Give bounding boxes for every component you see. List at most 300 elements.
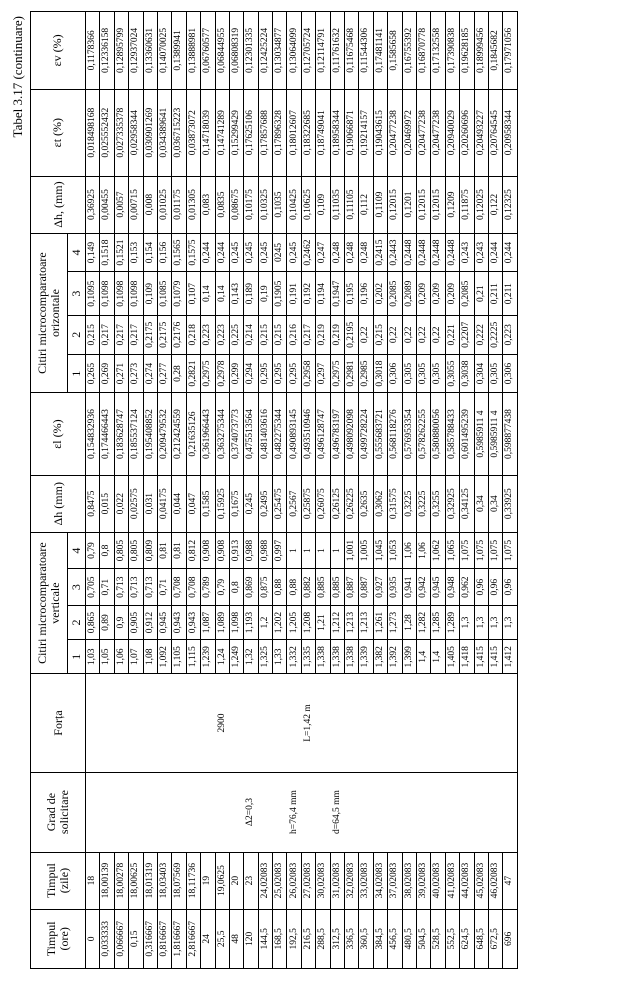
cell-time-hours: 25,5: [215, 909, 229, 968]
header-vertical-2: 2: [68, 605, 86, 639]
cell-epsilon-l: 0,580880056: [431, 393, 445, 475]
cell-horizontal-4: 0,245: [287, 233, 301, 272]
cell-epsilon-v: 0,13360631: [143, 12, 157, 90]
cell-epsilon-t: 0,20477238: [431, 89, 445, 176]
cell-time-hours: 312,5: [330, 909, 344, 968]
cell-force: [86, 674, 100, 772]
table-row: [359, 12, 373, 969]
cell-delta-h-vertical: 0,33925: [503, 475, 517, 532]
cell-vertical-2: 0,943: [186, 605, 200, 639]
cell-horizontal-2: 0,215: [86, 315, 100, 354]
cell-delta-h-horizontal: 0,0835: [215, 176, 229, 233]
cell-vertical-3: 0,875: [258, 569, 272, 606]
cell-force: [474, 674, 488, 772]
cell-epsilon-l: 0,5985911 4: [488, 393, 502, 475]
cell-vertical-1: 1,4: [416, 640, 430, 674]
cell-load-degree: [86, 772, 100, 852]
cell-horizontal-1: 0,3055: [445, 354, 459, 393]
table-caption: Tabel 3.17 (continuare): [10, 16, 25, 138]
cell-delta-h-horizontal: 0,12325: [503, 176, 517, 233]
cell-epsilon-t: 0,036715223: [172, 89, 186, 176]
cell-epsilon-t: 0,20493227: [474, 89, 488, 176]
cell-horizontal-3: 0,192: [301, 272, 315, 315]
cell-vertical-1: 1,392: [388, 640, 402, 674]
cell-epsilon-l: 0,578262255: [416, 393, 430, 475]
cell-delta-h-vertical: 0,047: [186, 475, 200, 532]
cell-time-hours: 360,5: [359, 909, 373, 968]
cell-time-hours: 456,5: [388, 909, 402, 968]
cell-time-hours: 336,5: [345, 909, 359, 968]
cell-epsilon-t: 0,18322685: [301, 89, 315, 176]
cell-horizontal-3: 0,1095: [86, 272, 100, 315]
cell-load-degree: [273, 772, 287, 852]
cell-time-days: 31,02083: [330, 852, 344, 909]
cell-vertical-1: 1,335: [301, 640, 315, 674]
cell-vertical-2: 1,3: [474, 605, 488, 639]
cell-delta-h-vertical: 0,3062: [373, 475, 387, 532]
cell-epsilon-l: 0,598877438: [503, 393, 517, 475]
cell-horizontal-3: 0,19: [258, 272, 272, 315]
table-row: [244, 12, 258, 969]
cell-vertical-1: 1,399: [402, 640, 416, 674]
cell-horizontal-4: 0,2443: [388, 233, 402, 272]
cell-vertical-3: 0,8: [229, 569, 243, 606]
cell-epsilon-v: 0,06808319: [229, 12, 243, 90]
cell-time-hours: 0,316667: [143, 909, 157, 968]
cell-delta-h-vertical: 0,022: [114, 475, 128, 532]
cell-vertical-2: 0,912: [143, 605, 157, 639]
cell-epsilon-l: 0,475513564: [244, 393, 258, 475]
cell-horizontal-1: 0,294: [244, 354, 258, 393]
table-body: [86, 12, 518, 969]
cell-horizontal-2: 0,223: [215, 315, 229, 354]
cell-time-days: 18,03403: [157, 852, 171, 909]
cell-delta-h-vertical: 0,3225: [416, 475, 430, 532]
cell-horizontal-2: 0,22: [359, 315, 373, 354]
table-row: [186, 12, 200, 969]
cell-time-hours: 24: [201, 909, 215, 968]
cell-vertical-1: 1,325: [258, 640, 272, 674]
cell-horizontal-1: 0,295: [287, 354, 301, 393]
cell-delta-h-horizontal: 0,08675: [229, 176, 243, 233]
cell-force: [157, 674, 171, 772]
cell-horizontal-2: 0,221: [445, 315, 459, 354]
cell-epsilon-l: 0,496783197: [330, 393, 344, 475]
header-time-hours: Timpul (ore): [31, 909, 86, 968]
cell-horizontal-3: 0,14: [215, 272, 229, 315]
table-row: [388, 12, 402, 969]
cell-horizontal-4: 0,244: [201, 233, 215, 272]
cell-force: [100, 674, 114, 772]
cell-vertical-4: 1,075: [503, 532, 517, 569]
cell-vertical-4: 1,06: [402, 532, 416, 569]
header-horizontal-1: 1: [68, 354, 86, 393]
cell-horizontal-3: 0,191: [287, 272, 301, 315]
table-row: [402, 12, 416, 969]
cell-horizontal-1: 0,2975: [201, 354, 215, 393]
cell-delta-h-horizontal: 0,01175: [172, 176, 186, 233]
cell-vertical-3: 0,88: [273, 569, 287, 606]
cell-epsilon-l: 0,482275344: [273, 393, 287, 475]
cell-epsilon-l: 0,363275344: [215, 393, 229, 475]
cell-time-days: 19,0625: [215, 852, 229, 909]
cell-horizontal-2: 0,2225: [488, 315, 502, 354]
cell-horizontal-3: 0,1098: [114, 272, 128, 315]
cell-horizontal-2: 0,222: [474, 315, 488, 354]
cell-force: [460, 674, 474, 772]
cell-vertical-1: 1,105: [172, 640, 186, 674]
cell-epsilon-l: 0,209479532: [157, 393, 171, 475]
cell-horizontal-2: 0,2176: [172, 315, 186, 354]
cell-horizontal-3: 0,1085: [157, 272, 171, 315]
cell-epsilon-v: 0,1585658: [388, 12, 402, 90]
cell-delta-h-vertical: 0,26225: [345, 475, 359, 532]
cell-horizontal-2: 0,22: [402, 315, 416, 354]
table-row: [258, 12, 272, 969]
cell-epsilon-t: 0,20764545: [488, 89, 502, 176]
cell-delta-h-horizontal: 0,1201: [402, 176, 416, 233]
cell-epsilon-l: 0,212424559: [172, 393, 186, 475]
load-degree-note: h=76,4 mm: [287, 772, 301, 852]
cell-epsilon-t: 0,14741289: [215, 89, 229, 176]
cell-epsilon-l: 0,174466443: [100, 393, 114, 475]
cell-horizontal-4: 0,2415: [373, 233, 387, 272]
cell-vertical-1: 1,332: [287, 640, 301, 674]
load-degree-note: Δ2=0,3: [244, 772, 258, 852]
cell-horizontal-2: 0,214: [244, 315, 258, 354]
cell-horizontal-1: 0,271: [114, 354, 128, 393]
cell-horizontal-1: 0,3018: [373, 354, 387, 393]
cell-horizontal-3: 0,195: [345, 272, 359, 315]
cell-epsilon-l: 0,183628747: [114, 393, 128, 475]
cell-force: [186, 674, 200, 772]
cell-horizontal-4: 0,244: [215, 233, 229, 272]
cell-epsilon-v: 0,13888981: [186, 12, 200, 90]
cell-epsilon-t: 0,18958344: [330, 89, 344, 176]
cell-vertical-4: 1,06: [416, 532, 430, 569]
cell-load-degree: [143, 772, 157, 852]
cell-delta-h-horizontal: 0,10325: [258, 176, 272, 233]
cell-horizontal-1: 0,305: [488, 354, 502, 393]
cell-epsilon-l: 0,185537124: [129, 393, 143, 475]
cell-horizontal-4: 0,244: [488, 233, 502, 272]
cell-epsilon-v: 0,16755392: [402, 12, 416, 90]
cell-horizontal-1: 0,295: [258, 354, 272, 393]
cell-vertical-3: 0,705: [86, 569, 100, 606]
cell-horizontal-2: 0,22: [388, 315, 402, 354]
cell-epsilon-l: 0,21635126: [186, 393, 200, 475]
table-row: [373, 12, 387, 969]
cell-delta-h-horizontal: 0,083: [201, 176, 215, 233]
cell-delta-h-vertical: 0,02575: [129, 475, 143, 532]
cell-horizontal-4: 0,1565: [172, 233, 186, 272]
header-epsilon-v: εv (%): [31, 12, 86, 90]
table-row: [416, 12, 430, 969]
cell-load-degree: [186, 772, 200, 852]
cell-vertical-1: 1,03: [86, 640, 100, 674]
cell-force: [503, 674, 517, 772]
cell-horizontal-1: 0,304: [474, 354, 488, 393]
cell-vertical-2: 0,943: [172, 605, 186, 639]
cell-force: [229, 674, 243, 772]
cell-epsilon-v: 0,16870778: [416, 12, 430, 90]
cell-time-hours: 216,5: [301, 909, 315, 968]
cell-vertical-2: 0,9: [114, 605, 128, 639]
cell-epsilon-t: 0,03873072: [186, 89, 200, 176]
cell-force: [416, 674, 430, 772]
cell-vertical-3: 0,941: [402, 569, 416, 606]
cell-vertical-4: 0,988: [258, 532, 272, 569]
header-epsilon-l: εl (%): [31, 393, 86, 475]
cell-delta-h-horizontal: 0,1209: [445, 176, 459, 233]
cell-horizontal-4: 0,248: [345, 233, 359, 272]
cell-load-degree: [503, 772, 517, 852]
cell-vertical-3: 0,71: [157, 569, 171, 606]
cell-epsilon-v: 0,13034877: [273, 12, 287, 90]
cell-horizontal-4: 0,154: [143, 233, 157, 272]
cell-load-degree: [114, 772, 128, 852]
cell-horizontal-2: 0,216: [287, 315, 301, 354]
cell-time-hours: 0,066667: [114, 909, 128, 968]
cell-vertical-1: 1,05: [100, 640, 114, 674]
cell-time-days: 34,02083: [373, 852, 387, 909]
cell-vertical-1: 1,092: [157, 640, 171, 674]
cell-delta-h-horizontal: 0,10175: [244, 176, 258, 233]
cell-epsilon-v: 0,1389941: [172, 12, 186, 90]
cell-vertical-3: 0,96: [488, 569, 502, 606]
cell-horizontal-4: 0,243: [474, 233, 488, 272]
cell-vertical-1: 1,239: [201, 640, 215, 674]
cell-vertical-4: 1: [287, 532, 301, 569]
cell-load-degree: [201, 772, 215, 852]
cell-horizontal-2: 0,225: [229, 315, 243, 354]
cell-vertical-1: 1,249: [229, 640, 243, 674]
cell-load-degree: [474, 772, 488, 852]
cell-vertical-4: 0,913: [229, 532, 243, 569]
cell-time-days: 30,02083: [316, 852, 330, 909]
cell-vertical-1: 1,06: [114, 640, 128, 674]
cell-load-degree: [431, 772, 445, 852]
cell-vertical-4: 0,805: [129, 532, 143, 569]
cell-epsilon-t: 0,19066871: [345, 89, 359, 176]
cell-time-hours: 696: [503, 909, 517, 968]
cell-horizontal-3: 0,209: [431, 272, 445, 315]
cell-horizontal-1: 0,305: [416, 354, 430, 393]
cell-epsilon-t: 0,20477238: [388, 89, 402, 176]
cell-time-days: 26,02083: [287, 852, 301, 909]
cell-epsilon-v: 0,12301335: [244, 12, 258, 90]
cell-load-degree: [345, 772, 359, 852]
cell-horizontal-4: 0245: [273, 233, 287, 272]
cell-vertical-3: 0,713: [114, 569, 128, 606]
header-time-days: Timpul (zile): [31, 852, 86, 909]
cell-horizontal-3: 0,211: [488, 272, 502, 315]
cell-vertical-4: 0,908: [215, 532, 229, 569]
table-row: [301, 12, 315, 969]
cell-time-hours: 480,5: [402, 909, 416, 968]
cell-time-days: 18,07569: [172, 852, 186, 909]
cell-horizontal-1: 0,265: [86, 354, 100, 393]
cell-vertical-4: 1,001: [345, 532, 359, 569]
cell-epsilon-v: 0,17132558: [431, 12, 445, 90]
cell-delta-h-horizontal: 0,0057: [114, 176, 128, 233]
cell-horizontal-2: 0,223: [503, 315, 517, 354]
cell-time-hours: 2,816667: [186, 909, 200, 968]
table-row: [114, 12, 128, 969]
cell-vertical-4: 0,8: [100, 532, 114, 569]
cell-vertical-1: 1,415: [474, 640, 488, 674]
cell-vertical-1: 1,338: [316, 640, 330, 674]
cell-force: [345, 674, 359, 772]
cell-horizontal-2: 0,219: [330, 315, 344, 354]
cell-delta-h-horizontal: 0,12015: [431, 176, 445, 233]
cell-horizontal-2: 0,217: [129, 315, 143, 354]
header-horizontal-4: 4: [68, 233, 86, 272]
cell-epsilon-l: 0,490893145: [287, 393, 301, 475]
cell-load-degree: [359, 772, 373, 852]
cell-horizontal-4: 0,2462: [301, 233, 315, 272]
cell-delta-h-vertical: 0,1585: [201, 475, 215, 532]
cell-load-degree: [388, 772, 402, 852]
cell-horizontal-4: 0,149: [86, 233, 100, 272]
cell-horizontal-4: 0,1521: [114, 233, 128, 272]
cell-horizontal-1: 0,273: [129, 354, 143, 393]
cell-horizontal-3: 0,1905: [273, 272, 287, 315]
cell-horizontal-3: 0,196: [359, 272, 373, 315]
cell-vertical-1: 1,338: [330, 640, 344, 674]
cell-vertical-3: 0,885: [330, 569, 344, 606]
cell-time-days: 38,02083: [402, 852, 416, 909]
cell-vertical-4: 1: [301, 532, 315, 569]
cell-load-degree: [373, 772, 387, 852]
cell-load-degree: [416, 772, 430, 852]
cell-horizontal-3: 0,209: [445, 272, 459, 315]
cell-time-days: 18: [86, 852, 100, 909]
cell-horizontal-3: 0,2085: [388, 272, 402, 315]
cell-delta-h-horizontal: 0,122: [488, 176, 502, 233]
cell-epsilon-v: 0,12937024: [129, 12, 143, 90]
cell-delta-h-horizontal: 0,008: [143, 176, 157, 233]
cell-time-hours: 192,5: [287, 909, 301, 968]
cell-delta-h-horizontal: 0,12015: [416, 176, 430, 233]
cell-horizontal-4: 0,1575: [186, 233, 200, 272]
cell-epsilon-t: 0,18012607: [287, 89, 301, 176]
cell-vertical-4: 1,053: [388, 532, 402, 569]
cell-force: [445, 674, 459, 772]
cell-vertical-1: 1,33: [273, 640, 287, 674]
cell-horizontal-1: 0,3038: [460, 354, 474, 393]
cell-epsilon-l: 0,5985911 4: [474, 393, 488, 475]
cell-horizontal-3: 0,189: [244, 272, 258, 315]
cell-epsilon-v: 0,14070025: [157, 12, 171, 90]
cell-vertical-3: 0,887: [345, 569, 359, 606]
cell-delta-h-vertical: 0,3225: [402, 475, 416, 532]
data-table: [30, 11, 518, 969]
cell-horizontal-2: 0,215: [373, 315, 387, 354]
table-row: [86, 12, 100, 969]
cell-horizontal-4: 0,2448: [431, 233, 445, 272]
cell-load-degree: [157, 772, 171, 852]
header-horizontal-3: 3: [68, 272, 86, 315]
force-note: L=1,42 m: [301, 674, 315, 772]
cell-epsilon-v: 0,17481141: [373, 12, 387, 90]
cell-vertical-1: 1,07: [129, 640, 143, 674]
cell-vertical-1: 1,412: [503, 640, 517, 674]
cell-epsilon-v: 0,12336158: [100, 12, 114, 90]
cell-horizontal-1: 0,277: [157, 354, 171, 393]
cell-delta-h-vertical: 0,031: [143, 475, 157, 532]
cell-vertical-2: 1,289: [445, 605, 459, 639]
cell-load-degree: [100, 772, 114, 852]
cell-horizontal-1: 0,299: [229, 354, 243, 393]
cell-horizontal-4: 0,2448: [416, 233, 430, 272]
cell-epsilon-v: 0,06760577: [201, 12, 215, 90]
cell-horizontal-1: 0,2981: [345, 354, 359, 393]
cell-vertical-3: 0,96: [503, 569, 517, 606]
cell-delta-h-vertical: 0,2567: [287, 475, 301, 532]
cell-vertical-1: 1,382: [373, 640, 387, 674]
cell-force: [258, 674, 272, 772]
header-load-degree: Grad de solicitare: [31, 772, 86, 852]
cell-vertical-1: 1,115: [186, 640, 200, 674]
cell-epsilon-l: 0,499728224: [359, 393, 373, 475]
cell-vertical-1: 1,4: [431, 640, 445, 674]
cell-horizontal-3: 0,143: [229, 272, 243, 315]
cell-delta-h-horizontal: 0,01025: [157, 176, 171, 233]
cell-horizontal-1: 0,2978: [215, 354, 229, 393]
cell-force: [330, 674, 344, 772]
cell-delta-h-vertical: 0,1675: [229, 475, 243, 532]
cell-epsilon-t: 0,17625106: [244, 89, 258, 176]
cell-time-hours: 0: [86, 909, 100, 968]
cell-vertical-2: 1,261: [373, 605, 387, 639]
cell-time-days: 33,02083: [359, 852, 373, 909]
cell-vertical-2: 0,945: [157, 605, 171, 639]
cell-time-hours: 288,5: [316, 909, 330, 968]
header-epsilon-t: εt (%): [31, 89, 86, 176]
cell-delta-h-horizontal: 0,00715: [129, 176, 143, 233]
cell-horizontal-3: 0,194: [316, 272, 330, 315]
cell-horizontal-4: 0,243: [460, 233, 474, 272]
cell-vertical-1: 1,415: [488, 640, 502, 674]
cell-delta-h-vertical: 0,34125: [460, 475, 474, 532]
cell-load-degree: [258, 772, 272, 852]
cell-time-days: 45,02083: [474, 852, 488, 909]
cell-time-hours: 504,5: [416, 909, 430, 968]
cell-epsilon-l: 0,568118276: [388, 393, 402, 475]
cell-horizontal-2: 0,2195: [345, 315, 359, 354]
cell-epsilon-v: 0,17971056: [503, 12, 517, 90]
cell-time-hours: 0,15: [129, 909, 143, 968]
cell-epsilon-v: 0,13064099: [287, 12, 301, 90]
table-row: [201, 12, 215, 969]
cell-vertical-3: 0,948: [445, 569, 459, 606]
cell-vertical-3: 0,88: [287, 569, 301, 606]
header-vertical-3: 3: [68, 569, 86, 606]
cell-vertical-2: 1,28: [402, 605, 416, 639]
cell-vertical-4: 1: [316, 532, 330, 569]
cell-epsilon-v: 0,12895799: [114, 12, 128, 90]
cell-vertical-4: 0,908: [201, 532, 215, 569]
cell-horizontal-3: 0,1098: [100, 272, 114, 315]
cell-delta-h-horizontal: 0,10625: [301, 176, 315, 233]
cell-epsilon-l: 0,498092098: [345, 393, 359, 475]
cell-time-days: 46,02083: [488, 852, 502, 909]
cell-horizontal-4: 0,2448: [445, 233, 459, 272]
cell-vertical-4: 1,065: [445, 532, 459, 569]
cell-delta-h-vertical: 0,25475: [273, 475, 287, 532]
cell-epsilon-t: 0,18749041: [316, 89, 330, 176]
